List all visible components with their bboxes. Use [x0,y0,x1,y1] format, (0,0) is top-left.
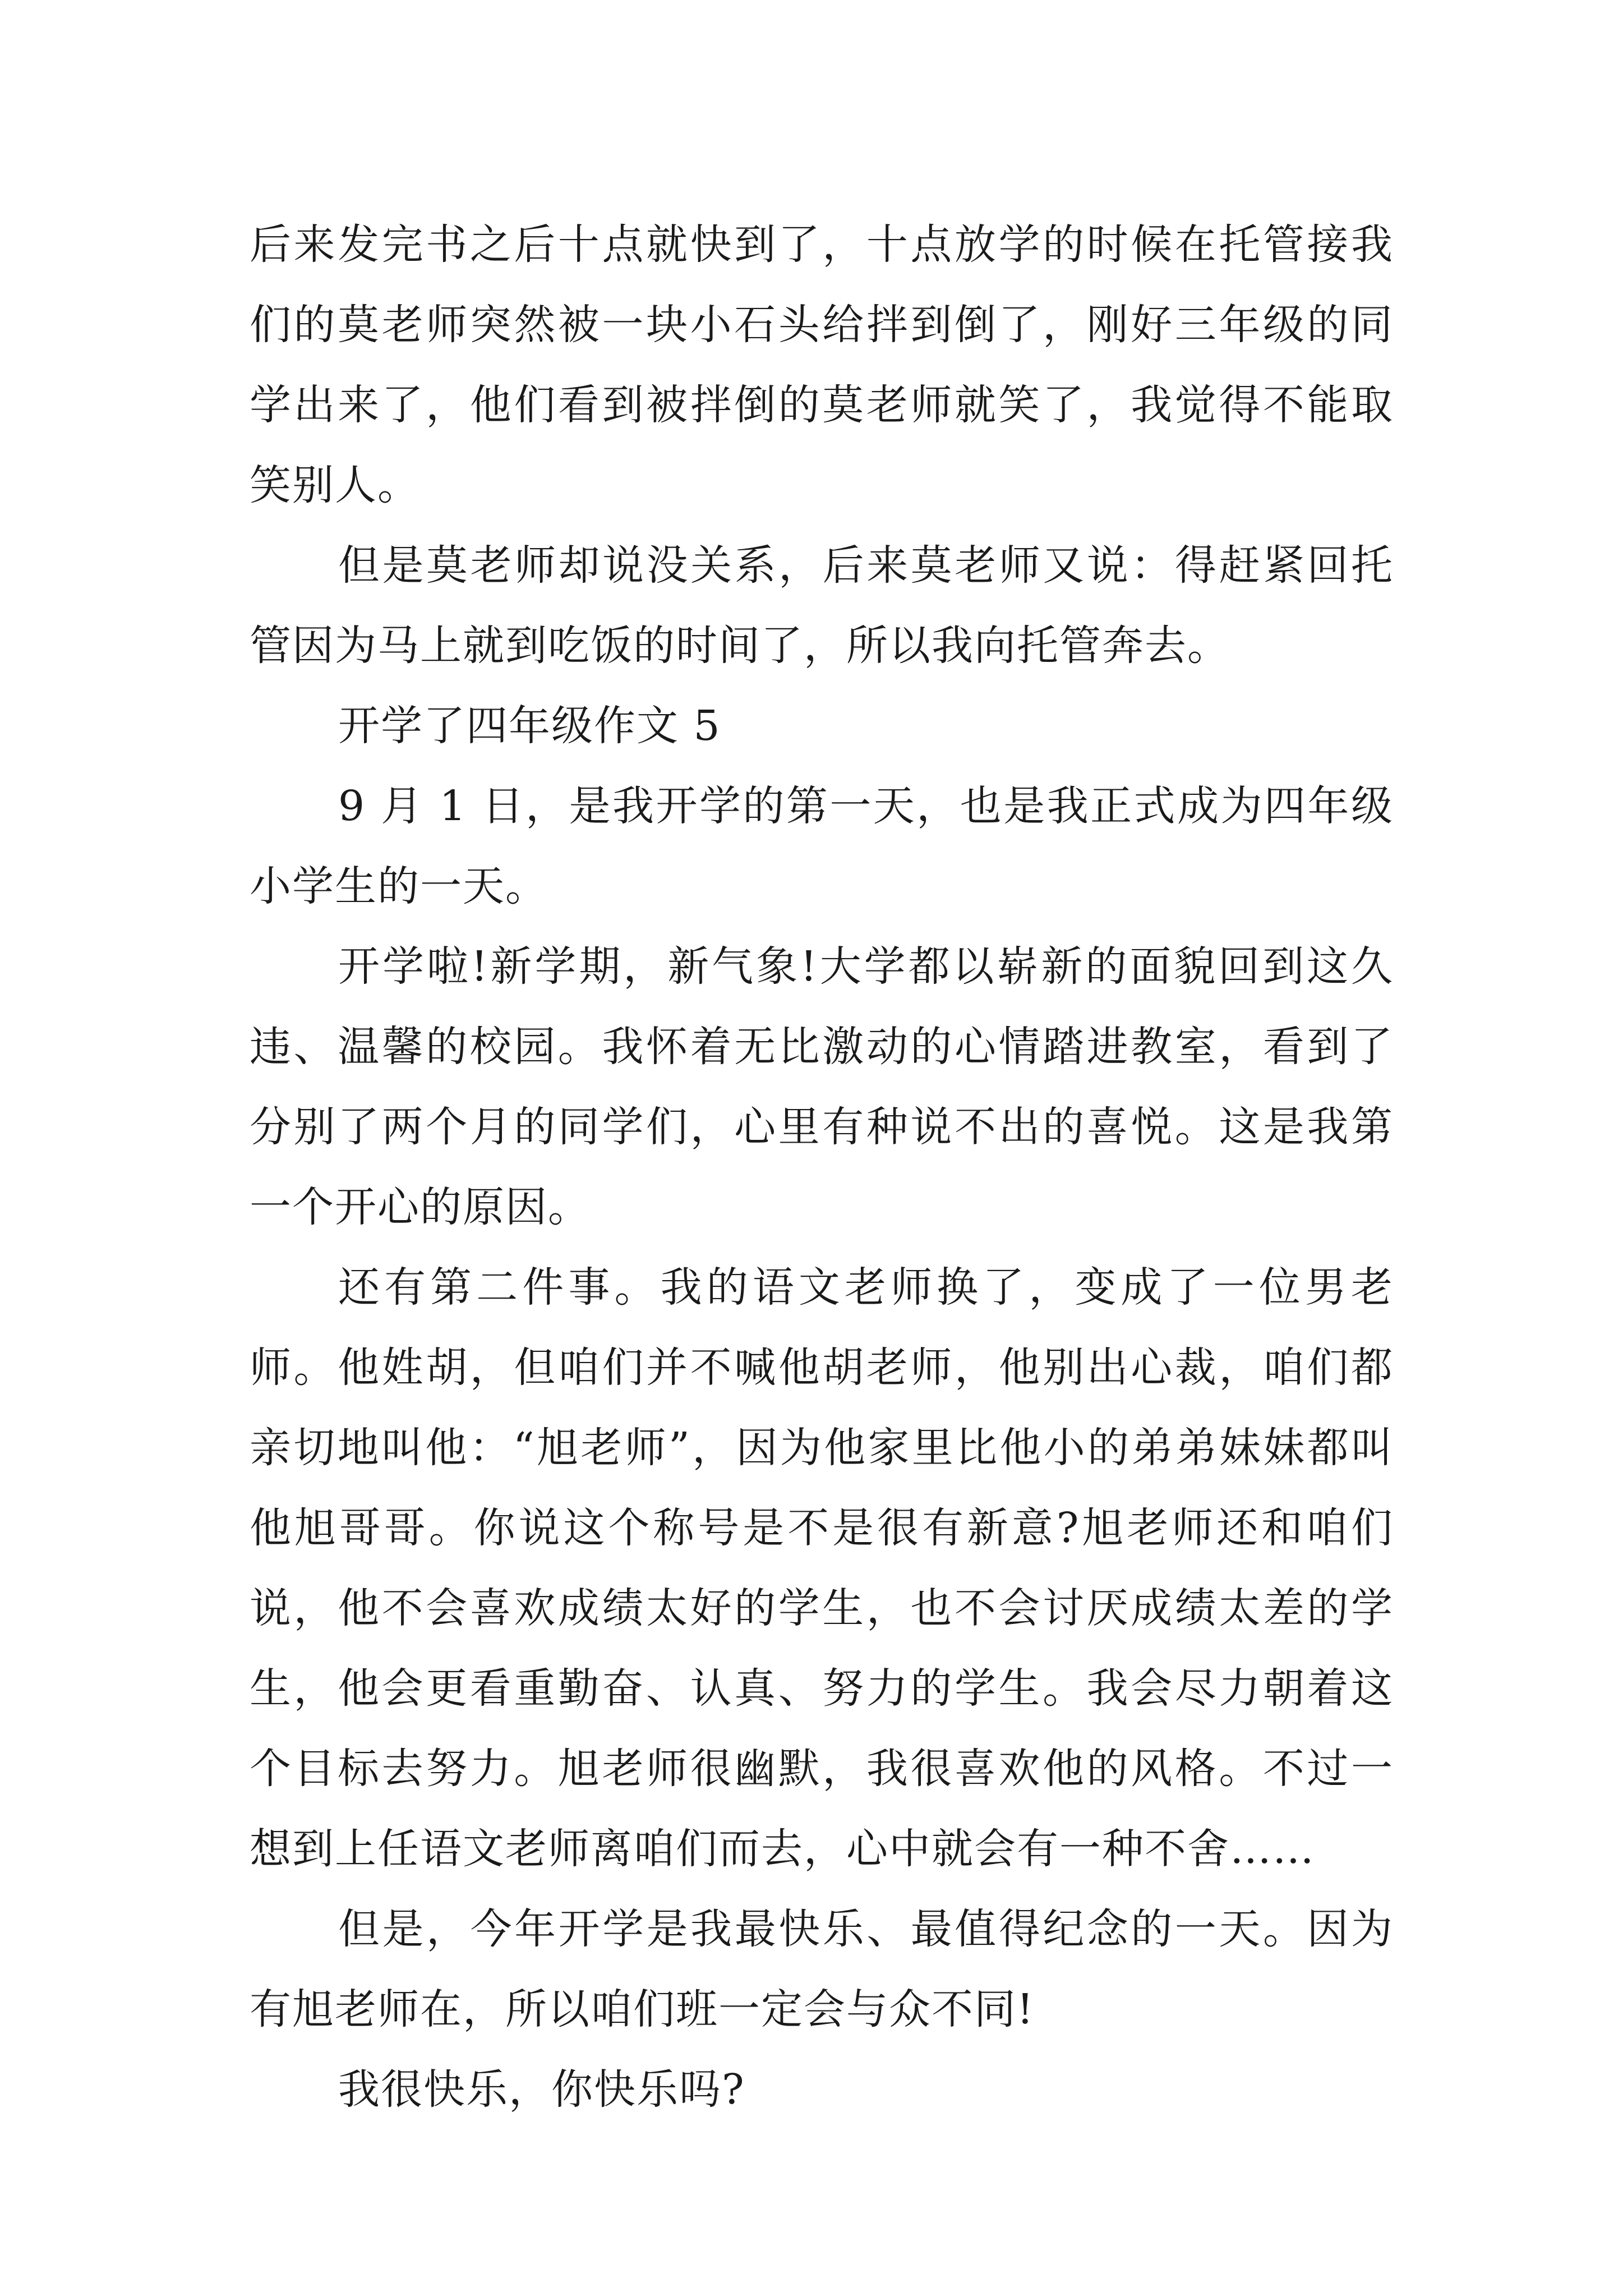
document-body [250,205,1394,2130]
paragraph-memorable-day: 但是，今年开学是我最快乐、最值得纪念的一天。因为有旭老师在，所以咱们班一定会与众不同! [250,1905,1394,2033]
paragraph-teacher-tripped: 后来发完书之后十点就快到了，十点放学的时候在托管接我们的莫老师突然被一块小石头给拌到倒了，刚好三年级的同学出来了，他们看到被拌倒的莫老师就笑了，我觉得不能取笑别人。 [250,220,1394,509]
paragraph-new-teacher: 还有第二件事。我的语文老师换了，变成了一位男老师。他姓胡，但咱们并不喊他胡老师，他别出心裁，咱们都亲切地叫他：“旭老师”，因为他家里比他小的弟弟妹妹都叫他旭哥哥。你说这个称号是不是很有新意?旭老师还和咱们说，他不会喜欢成绩太好的学生，也不会讨厌成绩太差的学生，他会更看重勤奋、认真、努力的学生。我会尽力朝着这个目标去努力。旭老师很幽默，我很喜欢他的风格。不过一想到上任语文老师离咱们而去，心中就会有一种不舍…… [250,1263,1394,1873]
paragraph-closing-question: 我很快乐，你快乐吗? [338,2065,745,2114]
paragraph-back-to-care: 但是莫老师却说没关系，后来莫老师又说：得赶紧回托管因为马上就到吃饭的时间了，所以我向托管奔去。 [250,541,1394,670]
paragraph-first-day: 9 月 1 日，是我开学的第一天，也是我正式成为四年级小学生的一天。 [250,782,1394,910]
paragraph-new-semester: 开学啦!新学期，新气象!大学都以崭新的面貌回到这久违、温馨的校园。我怀着无比激动的心情踏进教室，看到了分别了两个月的同学们，心里有种说不出的喜悦。这是我第一个开心的原因。 [250,942,1394,1231]
essay-title: 开学了四年级作文 5 [338,702,721,750]
